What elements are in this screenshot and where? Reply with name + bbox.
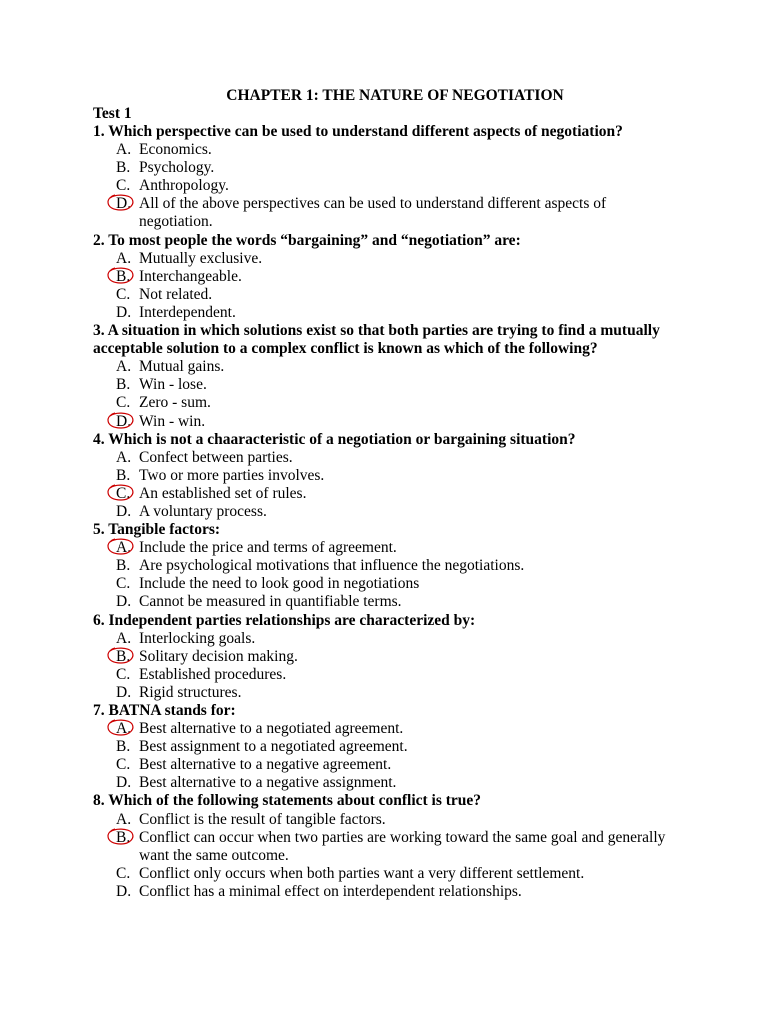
option-letter: B. (116, 267, 131, 285)
answer-option (93, 286, 683, 304)
option-letter: B. (116, 828, 131, 846)
chapter-title: CHAPTER 1: THE NATURE OF NEGOTIATION (226, 87, 564, 104)
option-letter: C. (116, 484, 131, 502)
option-text: Interchangeable. (139, 267, 242, 285)
answer-option (93, 485, 683, 503)
option-letter: C. (116, 575, 131, 593)
option-text: Two or more parties involves. (139, 466, 325, 484)
option-text: Include the price and terms of agreement. (139, 539, 397, 557)
answer-option (93, 250, 683, 268)
answer-option (93, 774, 683, 792)
option-letter: A. (116, 810, 132, 828)
answer-option (93, 413, 683, 431)
option-text: Mutual gains. (139, 358, 225, 376)
option-text: Are psychological motivations that influence the negotiations. (139, 557, 525, 575)
answer-option (93, 467, 683, 485)
option-text: Psychology. (139, 159, 215, 177)
question-stem: 8. Which of the following statements about conflict is true? (93, 792, 482, 810)
option-text: Confect between parties. (139, 448, 293, 466)
option-letter: A. (116, 539, 132, 557)
option-letter: D. (116, 502, 132, 520)
option-text: Include the need to look good in negotiations (139, 575, 420, 593)
answer-option (93, 630, 683, 648)
option-text: Interlocking goals. (139, 629, 256, 647)
answer-option (93, 268, 683, 286)
option-text: Anthropology. (139, 177, 229, 195)
answer-option (93, 738, 683, 756)
answer-option (93, 684, 683, 702)
option-letter: B. (116, 376, 131, 394)
answer-option (93, 539, 683, 557)
question-stem: 1. Which perspective can be used to understand different aspects of negotiation? (93, 123, 623, 140)
answer-option (93, 177, 683, 195)
option-letter: A. (116, 629, 132, 647)
answer-option (93, 593, 683, 611)
option-letter: D. (116, 593, 132, 611)
option-letter: D. (116, 412, 132, 430)
option-letter: C. (116, 177, 131, 195)
option-text: Not related. (139, 285, 213, 303)
question-block (93, 792, 683, 901)
answer-option (93, 159, 683, 177)
answer-option (93, 720, 683, 738)
option-text: A voluntary process. (139, 502, 267, 520)
option-letter: B. (116, 557, 131, 575)
option-text: Best alternative to a negative assignment. (139, 774, 397, 792)
option-letter: B. (116, 647, 131, 665)
option-text: Conflict has a minimal effect on interdependent relationships. (139, 882, 522, 900)
question-stem: 3. A situation in which solutions exist so that both parties are trying to find a mutually acceptable solution to a complex conflict is known as which of the following? (93, 322, 660, 358)
question-block (93, 521, 683, 611)
answer-option (93, 503, 683, 521)
answer-option (93, 394, 683, 412)
question-block (93, 612, 683, 702)
option-letter: B. (116, 738, 131, 756)
option-text: Conflict is the result of tangible factors. (139, 810, 386, 828)
answer-option (93, 883, 683, 901)
option-text: Cannot be measured in quantifiable terms. (139, 593, 402, 611)
option-text: Conflict can occur when two parties are working toward the same goal and generally want the same outcome. (139, 828, 666, 864)
question-block (93, 322, 683, 431)
answer-option (93, 865, 683, 883)
answer-option (93, 358, 683, 376)
option-text: Win - win. (139, 412, 206, 430)
option-letter: A. (116, 141, 132, 159)
question-stem: 6. Independent parties relationships are characterized by: (93, 611, 476, 629)
option-text: Economics. (139, 141, 212, 159)
answer-option (93, 557, 683, 575)
option-letter: B. (116, 159, 131, 177)
answer-option (93, 449, 683, 467)
option-letter: A. (116, 720, 132, 738)
option-letter: D. (116, 882, 132, 900)
option-letter: C. (116, 394, 131, 412)
option-letter: C. (116, 864, 131, 882)
question-stem: 2. To most people the words “bargaining” and “negotiation” are: (93, 231, 521, 249)
option-text: Best assignment to a negotiated agreement. (139, 738, 408, 756)
answer-option (93, 648, 683, 666)
option-text: All of the above perspectives can be used to understand different aspects of negotiation. (139, 195, 607, 231)
option-letter: A. (116, 448, 132, 466)
option-letter: A. (116, 358, 132, 376)
answer-option (93, 666, 683, 684)
question-stem: 4. Which is not a chaaracteristic of a negotiation or bargaining situation? (93, 430, 576, 448)
answer-option (93, 829, 683, 865)
option-letter: D. (116, 683, 132, 701)
answer-option (93, 304, 683, 322)
option-letter: C. (116, 285, 131, 303)
answer-option (93, 376, 683, 394)
test-label: Test 1 (93, 105, 132, 122)
option-text: Zero - sum. (139, 394, 211, 412)
option-letter: D. (116, 774, 132, 792)
option-letter: A. (116, 249, 132, 267)
question-block (93, 232, 683, 322)
question-block (93, 123, 683, 232)
question-list (93, 123, 683, 901)
option-text: Rigid structures. (139, 683, 242, 701)
option-text: Interdependent. (139, 303, 236, 321)
question-stem: 7. BATNA stands for: (93, 702, 236, 719)
question-block (93, 702, 683, 792)
answer-option (93, 141, 683, 159)
option-letter: C. (116, 756, 131, 774)
option-text: Established procedures. (139, 665, 287, 683)
option-letter: C. (116, 665, 131, 683)
option-text: Mutually exclusive. (139, 249, 263, 267)
option-text: Solitary decision making. (139, 647, 298, 665)
answer-option (93, 756, 683, 774)
question-stem: 5. Tangible factors: (93, 521, 221, 539)
answer-option (93, 811, 683, 829)
answer-option (93, 575, 683, 593)
option-letter: D. (116, 303, 132, 321)
option-text: Conflict only occurs when both parties want a very different settlement. (139, 864, 585, 882)
option-text: Win - lose. (139, 376, 207, 394)
answer-option (93, 195, 683, 231)
question-block (93, 431, 683, 521)
option-letter: D. (116, 195, 132, 213)
option-letter: B. (116, 466, 131, 484)
option-text: Best alternative to a negative agreement. (139, 756, 392, 774)
option-text: Best alternative to a negotiated agreement. (139, 720, 404, 738)
option-text: An established set of rules. (139, 484, 307, 502)
